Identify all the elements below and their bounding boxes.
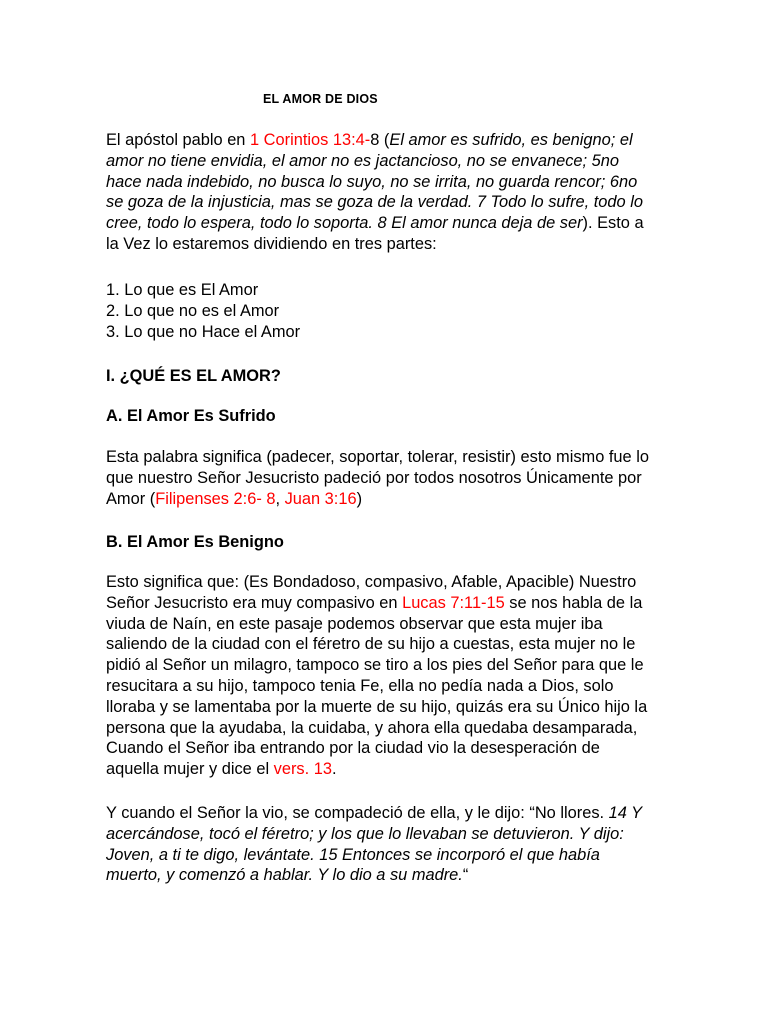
intro-paragraph <box>106 130 651 255</box>
scripture-quote: El amor es sufrido, es benigno; el amor no tiene envidia, el amor no es jactancioso, no se envanece; 5no hace nada indebido, no busca lo suyo, no se irrita, no guarda rencor; 6no se goza de la injusticia, mas se goza de la verdad. 7 Todo lo sufre, todo lo cree, todo lo espera, todo lo soporta. 8 El amor nunca deja de ser <box>106 131 643 233</box>
paragraph-text: Y cuando el Señor la vio, se compadeció de ella, y le dijo: “No llores. <box>106 804 609 822</box>
paragraph-text: . <box>331 760 337 779</box>
intro-text: El apóstol pablo en <box>106 131 250 149</box>
subsection-heading-b: B. El Amor Es Benigno <box>106 533 284 551</box>
scripture-quote: 14 Y acercándose, tocó el féretro; y los que lo llevaban se detuvieron. Y dijo: Joven, a ti te digo, levántate. 15 Entonces se incorporó el que había muerto, y comenzó a hablar. Y lo dio a su madre. <box>106 804 642 885</box>
bible-reference-link[interactable]: Juan 3:16 <box>284 489 357 508</box>
paragraph-text: Esto significa que: (Es Bondadoso, compasivo, Afable, Apacible) Nuestro Señor Jesucristo era muy compasivo en <box>106 573 637 612</box>
paragraph-text: ) <box>356 489 363 508</box>
section-b-paragraph <box>106 572 651 780</box>
subsection-heading-a: A. El Amor Es Sufrido <box>106 407 276 425</box>
bible-reference-link[interactable]: Lucas 7:11-15 <box>402 593 505 612</box>
bible-reference-link[interactable]: Filipenses 2:6- 8 <box>155 489 276 508</box>
section-heading: I. ¿QUÉ ES EL AMOR? <box>106 367 281 385</box>
document-title: EL AMOR DE DIOS <box>263 92 378 106</box>
paragraph-text: se nos habla de la viuda de Naín, en este pasaje podemos observar que esta mujer iba saliendo de la ciudad con el féretro de su hijo a cuestas, esta mujer no le pidió al Señor un milagro, tampoco se tiro a los pies del Señor para que le resucitara a su hijo, tampoco tenia Fe, ella no pedía nada a Dios, solo lloraba y se lamentaba por la muerte de su hijo, quizás era su Único hijo la persona que la ayudaba, la cuidaba, y ahora ella quedaba desamparada, Cuando el Señor iba entrando por la ciudad vio la desesperación de aquella mujer y dice el <box>106 593 648 779</box>
bible-reference-link[interactable]: vers. 13 <box>273 760 332 779</box>
list-item: 1. Lo que es El Amor <box>106 281 259 299</box>
paragraph-text: “ <box>462 866 469 885</box>
final-paragraph <box>106 803 651 886</box>
parts-list <box>106 280 651 342</box>
list-item: 3. Lo que no Hace el Amor <box>106 322 301 341</box>
intro-text: 8 ( <box>370 131 390 149</box>
paragraph-text: Esta palabra significa (padecer, soportar, tolerar, resistir) esto mismo fue lo que nuestro Señor Jesucristo padeció por todos nosotros Únicamente por Amor ( <box>106 448 649 508</box>
bible-reference-link[interactable]: 1 Corintios 13:4- <box>249 131 371 149</box>
list-item: 2. Lo que no es el Amor <box>106 301 280 320</box>
intro-text: ). Esto a la Vez lo estaremos dividiendo en tres partes: <box>106 214 644 253</box>
paragraph-text: , <box>275 489 285 508</box>
section-a-paragraph <box>106 447 651 509</box>
